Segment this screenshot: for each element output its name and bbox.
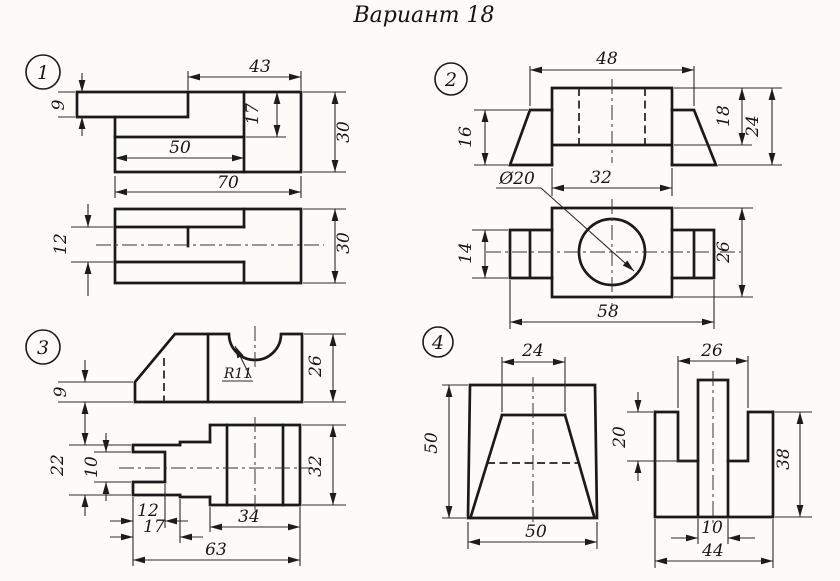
dim-label-17: 17 (243, 103, 263, 125)
dim-label-16: 16 (456, 126, 476, 148)
dim-label-58: 58 (597, 302, 619, 322)
dim-label-50: 50 (169, 138, 191, 158)
part-number-badge-2 (435, 63, 467, 95)
d2-top-right-tab (672, 230, 714, 278)
dim-label-34: 34 (238, 507, 260, 527)
part-number-badge-3 (26, 330, 60, 364)
d3-top-mid-part (180, 442, 210, 497)
dim-label-38: 38 (774, 448, 794, 470)
dim-label-10: 10 (82, 456, 102, 478)
dim-label-32: 32 (590, 168, 612, 188)
dim-label-63: 63 (205, 540, 227, 560)
badge-number: 4 (431, 332, 445, 354)
dim-label-20: 20 (610, 426, 630, 448)
d4-side-base (655, 412, 773, 517)
d2-top-view (456, 199, 753, 329)
badge-number: 1 (36, 62, 50, 84)
d3-top-left-part (133, 445, 180, 495)
dim-label-18: 18 (714, 105, 734, 127)
drawing-3 (26, 326, 346, 566)
dim-label-10b: 10 (701, 518, 723, 538)
dim-label-70: 70 (217, 173, 239, 193)
d3-front-view (51, 326, 346, 424)
dim-label-48: 48 (596, 49, 618, 69)
dim-label-44: 44 (702, 541, 724, 561)
dim-label-17b: 17 (143, 517, 165, 537)
dim-label-50h: 50 (525, 522, 547, 542)
d2-front-left-wing (510, 110, 552, 165)
d1-front-view (49, 57, 354, 198)
d1-front-step-edge (115, 92, 188, 117)
dim-label-9b: 9 (51, 386, 71, 398)
dim-label-22: 22 (48, 454, 68, 476)
d2-top-left-tab (510, 230, 552, 278)
dim-label-14: 14 (456, 242, 476, 264)
d4-front-view (422, 341, 597, 549)
dim-label-30b: 30 (334, 232, 354, 254)
d1-top-view (51, 204, 354, 296)
d4-side-slots (655, 412, 773, 461)
page-title: Вариант 18 (353, 3, 495, 28)
d1-top-step-edges (188, 209, 244, 283)
d2-front-view (456, 49, 782, 271)
d3-top-view (48, 417, 346, 566)
dim-label-30: 30 (334, 121, 354, 143)
dim-label-43: 43 (249, 57, 271, 77)
part-number-badge-1 (26, 55, 60, 89)
d2-front-right-wing (672, 110, 716, 165)
badge-number: 2 (444, 69, 458, 91)
drawing-2 (435, 49, 782, 329)
dim-label-50v: 50 (422, 432, 442, 454)
d3-front-outline (135, 334, 302, 402)
dim-label-32b: 32 (306, 455, 326, 477)
d4-side-view (610, 341, 812, 568)
dim-label-12b: 12 (137, 501, 159, 521)
dim-label-26c: 26 (701, 341, 723, 361)
dim-label-26b: 26 (306, 355, 326, 377)
dim-label-12: 12 (51, 233, 71, 255)
dim-label-r11: R11 (223, 366, 253, 382)
part-number-badge-4 (423, 327, 453, 357)
badge-number: 3 (36, 337, 50, 359)
d1-top-outline (115, 209, 301, 283)
drawing-1 (26, 55, 354, 296)
dim-label-dia20: Ø20 (499, 169, 535, 189)
dim-label-24: 24 (743, 115, 763, 137)
drawing-4 (422, 327, 812, 568)
dim-label-24b: 24 (522, 341, 544, 361)
dim-label-9: 9 (49, 99, 69, 111)
dim-label-26: 26 (714, 241, 734, 263)
